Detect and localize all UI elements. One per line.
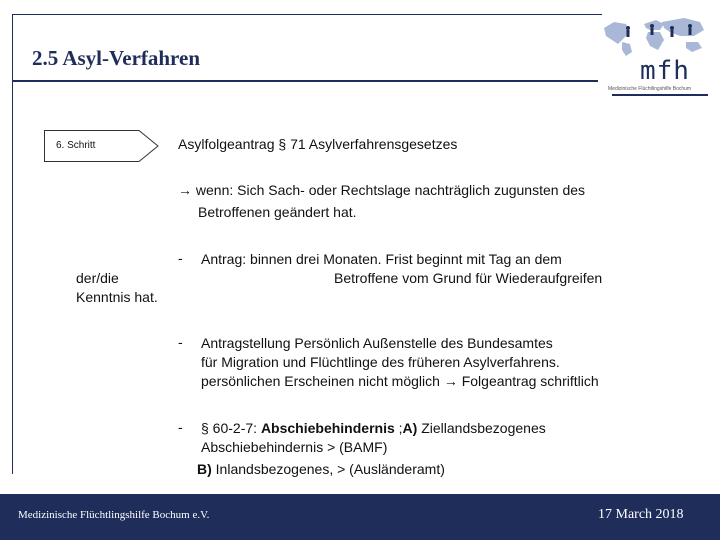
section-heading: Asylfolgeantrag § 71 Asylverfahrensgesetzes xyxy=(178,136,458,152)
item1-left-line-1: der/die xyxy=(76,270,119,286)
item2-line-1: Antragstellung Persönlich Außenstelle des Bundesamtes xyxy=(201,335,553,351)
footer-organization: Medizinische Flüchtlingshilfe Bochum e.V. xyxy=(18,509,210,521)
item3-line-1 xyxy=(201,419,546,438)
arrow-right-icon: → xyxy=(443,373,458,389)
bullet-dash-3: - xyxy=(178,419,183,435)
item3-line-3-rest: Inlandsbezogenes, > (Ausländeramt) xyxy=(211,461,445,477)
logo-underline xyxy=(612,94,708,96)
item2-line-2: für Migration und Flüchtlinge des früheren Asylverfahrens. xyxy=(201,354,560,370)
arrow-right-icon: → xyxy=(178,182,192,198)
slide-title: 2.5 Asyl-Verfahren xyxy=(32,46,200,70)
frame-left-rule xyxy=(12,14,13,474)
item3-prefix: § 60-2-7: xyxy=(201,420,261,436)
item3-line-3-bold: B) xyxy=(197,461,212,477)
title-underline xyxy=(12,80,598,82)
condition-line-1 xyxy=(178,181,585,200)
item2-line-3-suffix: Folgeantrag schriftlich xyxy=(461,373,599,389)
bullet-dash-1: - xyxy=(178,250,183,266)
footer-date: 17 March 2018 xyxy=(598,507,684,522)
logo-subtitle: Medizinische Flüchtlingshilfe Bochum xyxy=(608,86,692,92)
condition-text-2: Betroffenen geändert hat. xyxy=(198,204,357,220)
item1-right-line-1: Betroffene vom Grund für Wiederaufgreifen xyxy=(334,270,603,286)
logo-wordmark: mfh xyxy=(640,56,690,86)
frame-top-rule xyxy=(12,14,602,15)
item2-line-3 xyxy=(201,372,599,391)
step-badge xyxy=(44,130,159,162)
item1-line-1: Antrag: binnen drei Monaten. Frist beginnt mit Tag an dem xyxy=(201,251,562,267)
item3-line-2: Abschiebehindernis > (BAMF) xyxy=(201,439,388,455)
item3-suffix: Ziellandsbezogenes xyxy=(417,420,546,436)
item2-line-3-prefix: persönlichen Erscheinen nicht möglich xyxy=(201,373,440,389)
item3-line-3 xyxy=(197,460,445,479)
world-map-icon xyxy=(600,14,712,58)
mfh-logo xyxy=(600,14,712,94)
item3-mid: ; xyxy=(394,420,403,436)
condition-text-1: wenn: Sich Sach- oder Rechtslage nachträglich zugunsten des xyxy=(195,182,586,198)
item1-left-line-2: Kenntnis hat. xyxy=(76,289,158,305)
item3-bold-1: Abschiebehindernis xyxy=(260,420,395,436)
item3-bold-2: A) xyxy=(402,420,418,436)
bullet-dash-2: - xyxy=(178,334,183,350)
step-label: 6. Schritt xyxy=(56,140,96,151)
